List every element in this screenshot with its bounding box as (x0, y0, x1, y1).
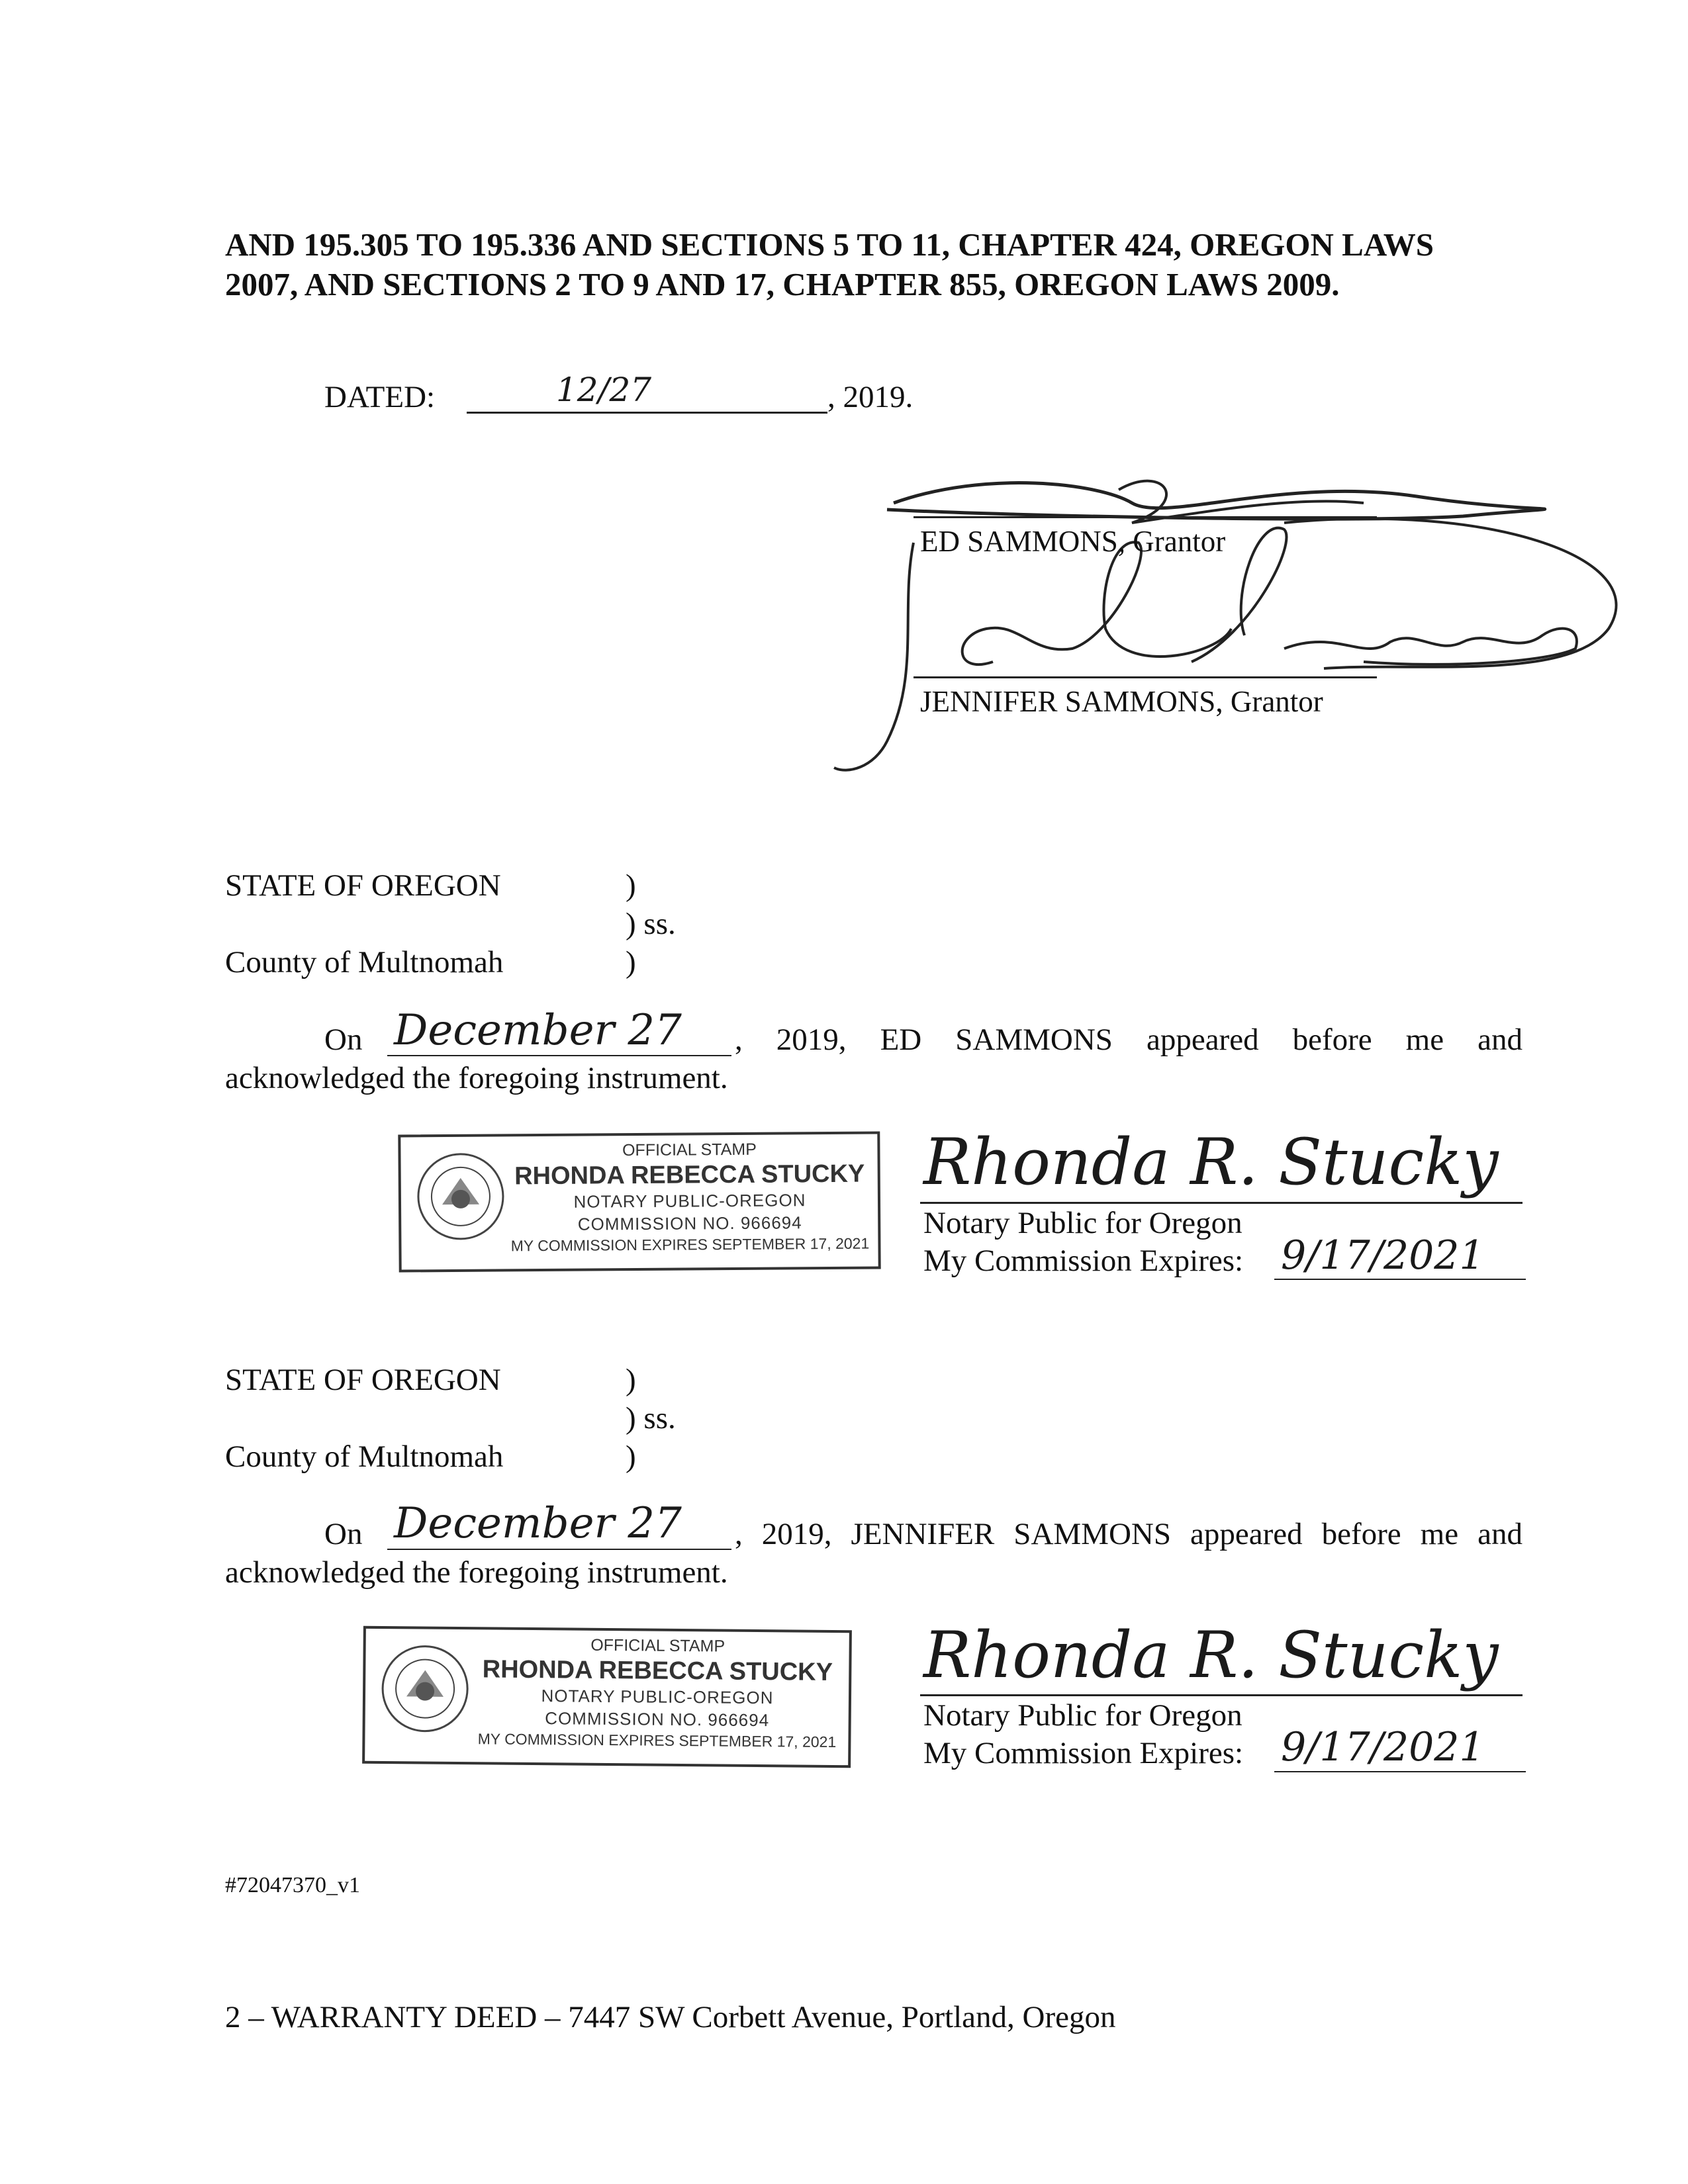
heading-line-1: AND 195.305 TO 195.336 AND SECTIONS 5 TO 11, CHAPTER 424, OREGON LAWS (225, 226, 1434, 263)
grantor-2-signature-line (914, 676, 1377, 678)
ack1-date-line (387, 1055, 731, 1056)
ack2-expires-handwritten: 9/17/2021 (1281, 1724, 1485, 1770)
ack2-on: On (324, 1517, 363, 1551)
ack2-county: County of Multnomah (225, 1439, 504, 1474)
ack1-notary-signature-line (920, 1202, 1523, 1204)
heading-line-2: 2007, AND SECTIONS 2 TO 9 AND 17, CHAPTER 855, OREGON LAWS 2009. (225, 266, 1340, 302)
ack2-paren-3: ) (626, 1439, 636, 1474)
ack2-state: STATE OF OREGON (225, 1363, 501, 1397)
dated-year: , 2019. (827, 380, 914, 414)
ack1-stamp-line-5: MY COMMISSION EXPIRES SEPTEMBER 17, 2021 (510, 1234, 870, 1255)
grantor-1-signature-line (914, 516, 1377, 518)
dated-handwritten: 12/27 (556, 371, 652, 409)
document-id: #72047370_v1 (225, 1873, 360, 1897)
ack2-notary-stamp (362, 1626, 852, 1768)
ack1-expires-label: My Commission Expires: (923, 1244, 1244, 1278)
ack1-text-2: acknowledged the foregoing instrument. (225, 1061, 728, 1095)
ack2-paren-1: ) (626, 1363, 636, 1397)
ack1-stamp-line-4: COMMISSION NO. 966694 (577, 1212, 802, 1234)
ack2-date-line (387, 1549, 731, 1550)
dated-label: DATED: (324, 380, 436, 414)
ack2-stamp-line-3: NOTARY PUBLIC-OREGON (541, 1686, 774, 1708)
ack1-paren-3: ) (626, 945, 636, 979)
ack1-expires-line (1274, 1279, 1526, 1280)
ack1-stamp-line-2: RHONDA REBECCA STUCKY (514, 1160, 865, 1191)
ack2-notary-signature-line (920, 1694, 1523, 1696)
ack1-text: , 2019, ED SAMMONS appeared before me and (735, 1023, 1523, 1057)
ack1-on: On (324, 1023, 363, 1057)
ack2-text: , 2019, JENNIFER SAMMONS appeared before me and (735, 1517, 1523, 1551)
ack1-expires-handwritten: 9/17/2021 (1281, 1232, 1485, 1279)
document-heading (225, 225, 1483, 304)
dated-line (467, 412, 827, 414)
ack2-date-handwritten: December 27 (394, 1499, 682, 1548)
ack1-paren-1: ) (626, 868, 636, 903)
ack2-expires-label: My Commission Expires: (923, 1736, 1244, 1770)
ack2-expires-line (1274, 1771, 1526, 1772)
ack2-stamp-line-4: COMMISSION NO. 966694 (545, 1708, 770, 1731)
ack2-text-2: acknowledged the foregoing instrument. (225, 1555, 728, 1590)
ack1-state-seal-icon (415, 1151, 506, 1242)
grantor-2-name: JENNIFER SAMMONS, Grantor (920, 685, 1323, 718)
ack1-ss: ) ss. (626, 907, 676, 941)
grantor-1-name: ED SAMMONS, Grantor (920, 525, 1226, 558)
page-footer: 2 – WARRANTY DEED – 7447 SW Corbett Avenue, Portland, Oregon (225, 2000, 1116, 2034)
ack2-stamp-line-2: RHONDA REBECCA STUCKY (482, 1655, 833, 1686)
ack2-stamp-line-1: OFFICIAL STAMP (590, 1635, 726, 1656)
grantor-signatures-scribble (821, 463, 1635, 794)
ack1-stamp-line-3: NOTARY PUBLIC-OREGON (573, 1190, 806, 1212)
ack1-notary-title: Notary Public for Oregon (923, 1206, 1243, 1240)
ack1-date-handwritten: December 27 (394, 1006, 682, 1055)
ack2-notary-signature: Rhonda R. Stucky (923, 1618, 1499, 1692)
ack1-stamp-line-1: OFFICIAL STAMP (622, 1140, 757, 1160)
ack2-ss: ) ss. (626, 1401, 676, 1435)
ack2-notary-title: Notary Public for Oregon (923, 1698, 1243, 1733)
ack2-stamp-line-5: MY COMMISSION EXPIRES SEPTEMBER 17, 2021 (477, 1730, 837, 1751)
ack1-notary-stamp (398, 1131, 880, 1272)
ack1-notary-signature: Rhonda R. Stucky (923, 1125, 1499, 1199)
ack2-state-seal-icon (380, 1643, 471, 1734)
ack1-county: County of Multnomah (225, 945, 504, 979)
ack1-state: STATE OF OREGON (225, 868, 501, 903)
